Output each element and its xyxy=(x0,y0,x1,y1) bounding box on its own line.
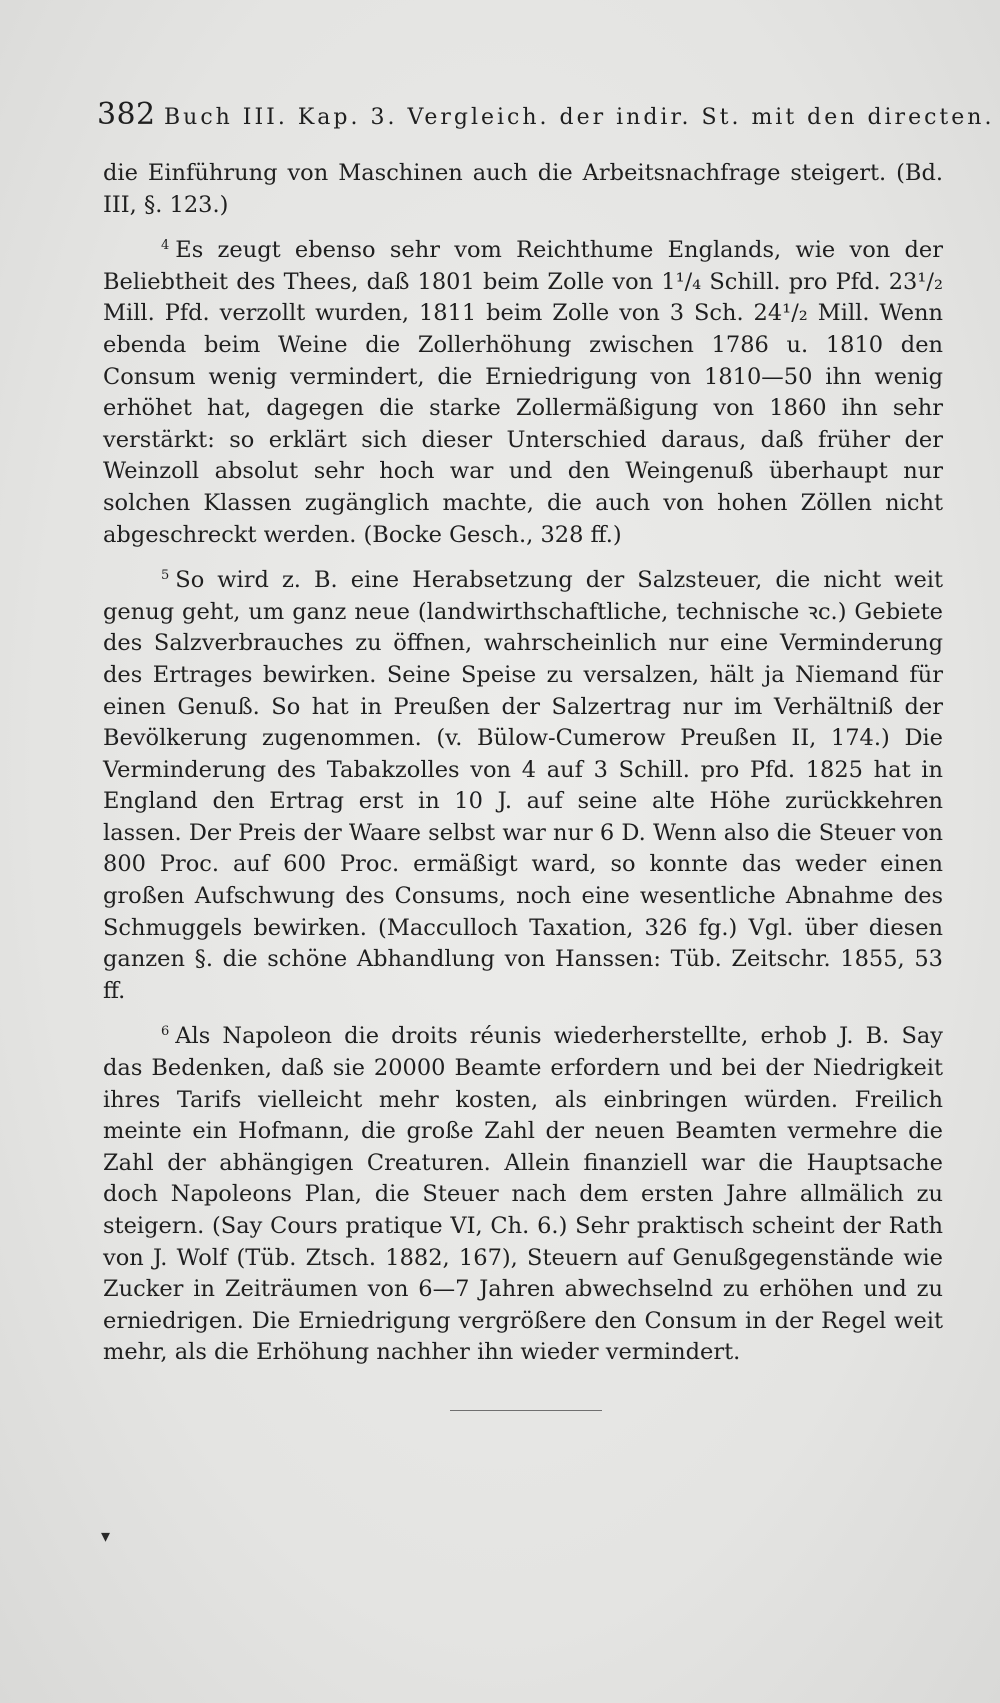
footnote-continuation xyxy=(103,158,943,221)
footnote-text: Als Napoleon die droits réunis wiederherstellte, erhob J. B. Say das Bedenken, daß sie 20000 Beamte erfordern und bei der Niedrigkeit ihres Tarifs vielleicht mehr kosten, als einbringen würden. Freilich meinte ein Hofmann, die große Zahl der neuen Beamten vermehre die Zahl der abhängigen Creaturen. Allein finanziell war die Hauptsache doch Napoleons Plan, die Steuer nach dem ersten Jahre allmälich zu steigern. (Say Cours pratique VI, Ch. 6.) Sehr praktisch scheint der Rath von J. Wolf (Tüb. Ztsch. 1882, 167), Steuern auf Genußgegenstände wie Zucker in Zeiträumen von 6—7 Jahren abwechselnd zu erhöhen und zu erniedrigen. Die Erniedrigung vergrößere den Consum in der Regel weit mehr, als die Erhöhung nachher ihn wieder vermindert. xyxy=(103,1023,943,1366)
footnotes-block xyxy=(103,158,943,1369)
printer-mark: ▾ xyxy=(101,1526,111,1547)
page-number: 382 xyxy=(97,97,156,132)
footnote-6 xyxy=(103,1021,943,1369)
running-head: Buch III. Kap. 3. Vergleich. der indir. St. mit den directen. xyxy=(163,105,995,130)
footnote-5 xyxy=(103,565,943,1007)
footnote-number: 5 xyxy=(161,567,170,583)
footnote-number: 4 xyxy=(161,237,170,253)
footnote-text: die Einführung von Maschinen auch die Arbeitsnachfrage steigert. (Bd. III, §. 123.) xyxy=(103,160,943,218)
page-header xyxy=(97,92,995,137)
footnote-divider xyxy=(450,1410,602,1411)
footnote-text: Es zeugt ebenso sehr vom Reichthume Englands, wie von der Beliebtheit des Thees, daß 1801 beim Zolle von 1¹/₄ Schill. pro Pfd. 23¹/₂ Mill. Pfd. verzollt wurden, 1811 beim Zolle von 3 Sch. 24¹/₂ Mill. Wenn ebenda beim Weine die Zollerhöhung zwischen 1786 u. 1810 den Consum wenig vermindert, die Erniedrigung von 1810—50 ihn wenig erhöhet hat, dagegen die starke Zollermäßigung von 1860 ihn sehr verstärkt: so erklärt sich dieser Unterschied daraus, daß früher der Weinzoll absolut sehr hoch war und den Weingenuß überhaupt nur solchen Klassen zugänglich machte, die auch von hohen Zöllen nicht abgeschreckt werden. (Bocke Gesch., 328 ff.) xyxy=(103,237,943,548)
footnote-number: 6 xyxy=(161,1023,170,1039)
footnote-text: So wird z. B. eine Herabsetzung der Salzsteuer, die nicht weit genug geht, um ganz neue (landwirthschaftliche, technische ꝛc.) Gebiete des Salzverbrauches zu öffnen, wahrscheinlich nur eine Verminderung des Ertrages bewirken. Seine Speise zu versalzen, hält ja Niemand für einen Genuß. So hat in Preußen der Salzertrag nur im Verhältniß der Bevölkerung zugenommen. (v. Bülow-Cumerow Preußen II, 174.) Die Verminderung des Tabakzolles von 4 auf 3 Schill. pro Pfd. 1825 hat in England den Ertrag erst in 10 J. auf seine alte Höhe zurückkehren lassen. Der Preis der Waare selbst war nur 6 D. Wenn also die Steuer von 800 Proc. auf 600 Proc. ermäßigt ward, so konnte das weder einen großen Aufschwung des Consums, noch eine wesentliche Abnahme des Schmuggels bewirken. (Macculloch Taxation, 326 fg.) Vgl. über diesen ganzen §. die schöne Abhandlung von Hanssen: Tüb. Zeitschr. 1855, 53 ff. xyxy=(103,567,943,1004)
footnote-4 xyxy=(103,235,943,551)
